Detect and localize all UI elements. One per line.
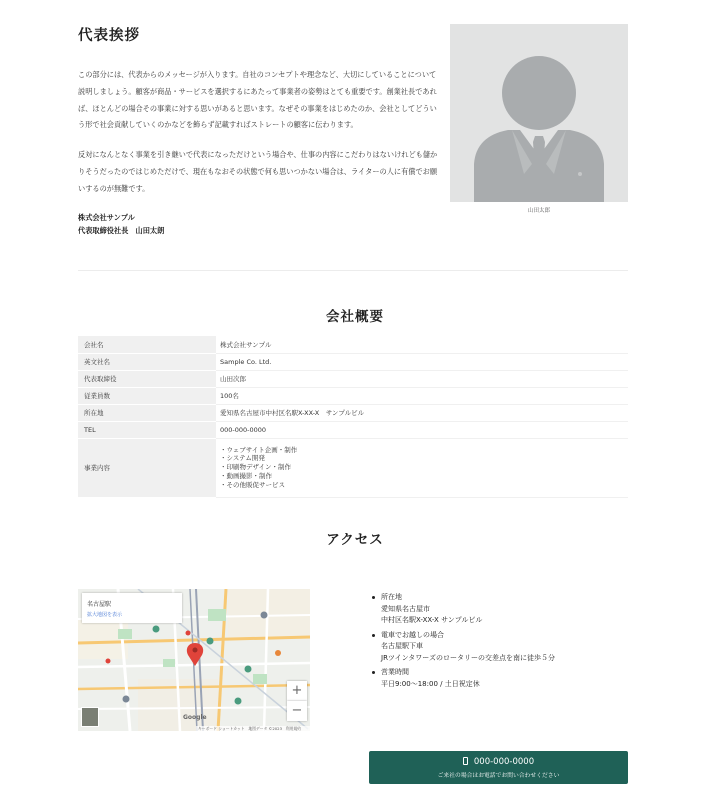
contact-phone-line xyxy=(369,757,628,768)
greeting-paragraph-1: この部分には、代表からのメッセージが入ります。自社のコンセプトや理念など、大切にしていることについて説明しましょう。顧客が商品・サービスを選択するにあたって事業者の姿勢はとても重要です。創業社長であれば、ほとんどの場合その事業に対する思いがあると思います。なぜその事業をはじめたのか、会社としてどういう形で社会貢献していくのかなどを飾らず記載すればストレートの顧客に伝わります。 xyxy=(78,70,437,130)
section-divider xyxy=(78,270,628,271)
table-row xyxy=(78,370,628,387)
overview-title: 会社概要 xyxy=(326,309,384,325)
access-item-line: 愛知県名古屋市 xyxy=(381,604,430,613)
list-item: ・印刷物デザイン・制作 xyxy=(220,463,292,472)
access-item-line: 中村区名駅X-XX-X サンプルビル xyxy=(381,616,483,624)
signature-name: 代表取締役社長 山田太朗 xyxy=(78,225,165,235)
row-label: 会社名 xyxy=(78,336,216,353)
access-title: アクセス xyxy=(326,532,384,548)
phone-contact-button[interactable] xyxy=(369,751,628,784)
table-row xyxy=(78,404,628,421)
signature-company: 株式会社サンプル xyxy=(78,212,135,222)
greeting-signature xyxy=(78,211,438,237)
access-item-line: JRツインタワーズのロータリーの交差点を南に徒歩５分 xyxy=(381,653,555,662)
map-place-card xyxy=(82,593,182,623)
business-list xyxy=(220,446,628,490)
access-item-label: 営業時間 xyxy=(381,668,409,676)
map-place-name: 名古屋駅 xyxy=(87,601,112,608)
map-satellite-toggle[interactable] xyxy=(81,707,99,727)
greeting-title: 代表挨拶 xyxy=(78,28,140,44)
row-label: 事業内容 xyxy=(78,438,216,497)
access-item-address xyxy=(372,592,622,627)
access-item-label: 電車でお越しの場合 xyxy=(381,630,444,639)
row-value: 100名 xyxy=(216,387,628,404)
row-value: 株式会社サンプル xyxy=(216,336,628,353)
contact-phone-number: 000-000-0000 xyxy=(473,757,535,767)
row-value: 000-000-0000 xyxy=(216,421,628,438)
greeting-message xyxy=(78,67,438,198)
row-value xyxy=(216,438,628,497)
portrait-caption: 山田太郎 xyxy=(527,208,550,214)
list-item: ・ウェブサイト企画・制作 xyxy=(220,445,298,454)
access-item-hours xyxy=(372,667,622,690)
row-label: 従業員数 xyxy=(78,387,216,404)
greeting-paragraph-2: 反対になんとなく事業を引き継いで代表になっただけという場合や、仕事の内容にこだわりはないけれども儲かりそうだったのではじめただけで、現在もなおその状態で何も思いつかない場合は、ライターの人に有償でお願いするのが無難です。 xyxy=(78,150,438,193)
row-value: 愛知県名古屋市中村区名駅X-XX-X サンプルビル xyxy=(216,404,628,421)
ceo-portrait xyxy=(450,24,628,202)
row-label: 代表取締役 xyxy=(78,370,216,387)
access-item-train xyxy=(372,630,622,665)
person-silhouette-icon xyxy=(450,24,628,202)
map-zoom-out-button[interactable]: − xyxy=(287,701,307,721)
list-item: ・システム開発 xyxy=(220,454,265,463)
row-value: Sample Co. Ltd. xyxy=(216,353,628,370)
map-zoom-in-button[interactable]: + xyxy=(287,681,307,701)
table-row xyxy=(78,421,628,438)
table-row xyxy=(78,336,628,353)
contact-note: ご来社の場合はお電話でお問い合わせください xyxy=(437,773,560,779)
access-item-label: 所在地 xyxy=(381,593,402,601)
list-item: ・動画撮影・制作 xyxy=(220,471,272,480)
access-info-list xyxy=(372,592,622,693)
table-row xyxy=(78,353,628,370)
phone-icon xyxy=(463,757,468,765)
access-item-line: 平日9:00〜18:00 / 土日祝定休 xyxy=(381,679,480,688)
greeting-section xyxy=(78,24,438,237)
row-label: 英文社名 xyxy=(78,353,216,370)
map-footer: キーボード ショートカット 地図データ ©2023 利用規約 xyxy=(196,726,310,732)
google-logo: Google xyxy=(183,714,207,721)
row-label: TEL xyxy=(78,421,216,438)
table-row-business xyxy=(78,438,628,497)
row-value: 山田次郎 xyxy=(216,370,628,387)
google-map[interactable] xyxy=(78,589,310,731)
map-enlarge-link[interactable]: 拡大地図を表示 xyxy=(87,612,123,618)
row-label: 所在地 xyxy=(78,404,216,421)
access-item-line: 名古屋駅下車 xyxy=(381,642,423,650)
table-row xyxy=(78,387,628,404)
company-overview-table xyxy=(78,336,628,498)
list-item: ・その他販促サービス xyxy=(220,480,285,489)
